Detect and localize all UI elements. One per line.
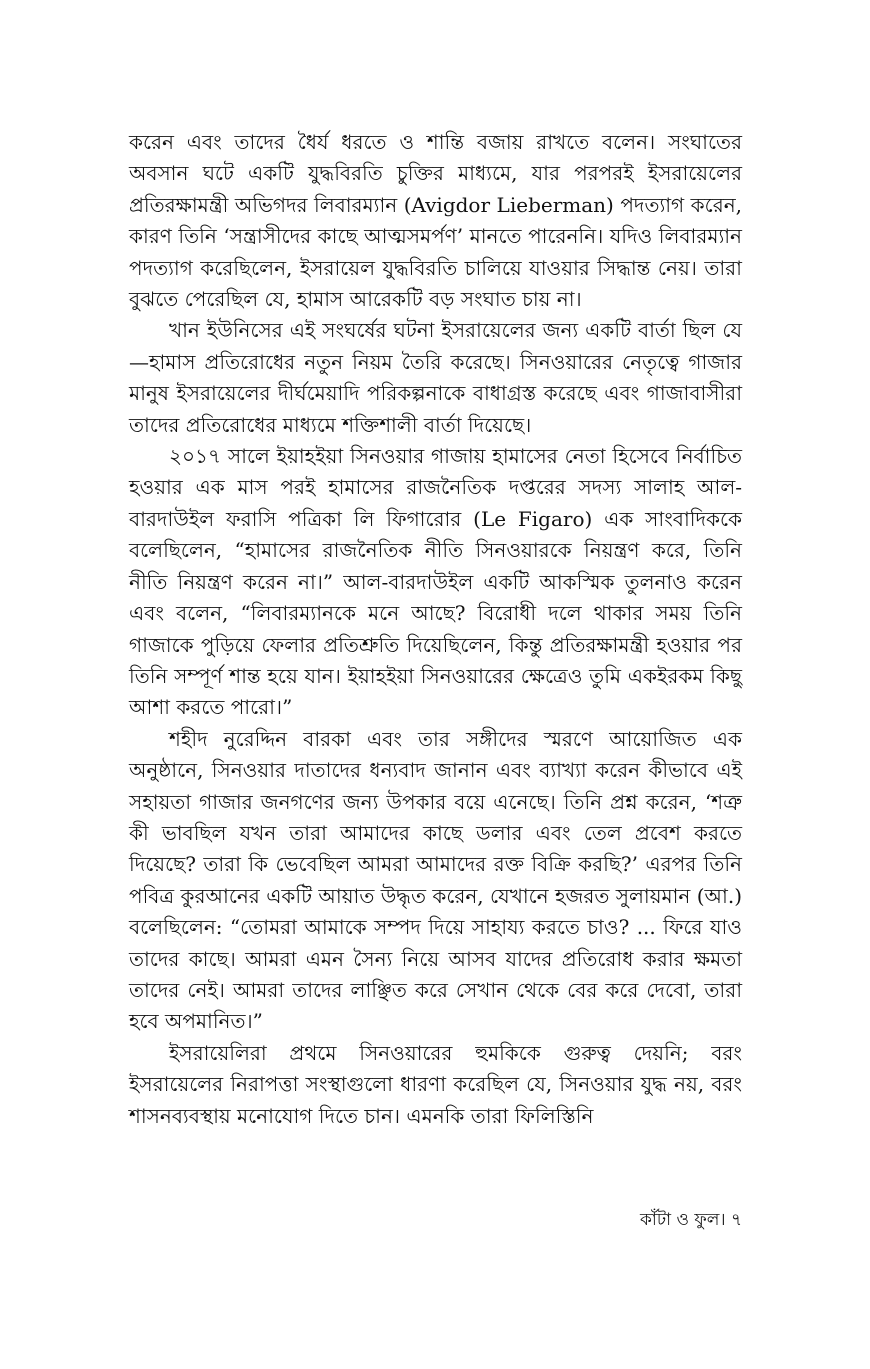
paragraph: করেন এবং তাদের ধৈর্য ধরতে ও শান্তি বজায় রাখতে বলেন। সংঘাতের অবসান ঘটে একটি যুদ্ধবিরতি চুক্তির মাধ্যমে, যার পরপরই ইসরায়েলের প্রতিরক্ষামন্ত্রী অভিগদর লিবারম্যান (Avigdor Lieberman) পদত্যাগ করেন, কারণ তিনি ‘সন্ত্রাসীদের কাছে আত্মসমর্পণ’ মানতে পারেননি। যদিও লিবারম্যান পদত্যাগ করেছিলেন, ইসরায়েল যুদ্ধবিরতি চালিয়ে যাওয়ার সিদ্ধান্ত নেয়। তারা বুঝতে পেরেছিল যে, হামাস আরেকটি বড় সংঘাত চায় না। (129, 130, 742, 312)
body-text (129, 127, 742, 1132)
paragraph: ২০১৭ সালে ইয়াহইয়া সিনওয়ার গাজায় হামাসের নেতা হিসেবে নির্বাচিত হওয়ার এক মাস পরই হামাসের রাজনৈতিক দপ্তরের সদস্য সালাহ আল-বারদাউইল ফরাসি পত্রিকা লি ফিগারোর (Le Figaro) এক সাংবাদিককে বলেছিলেন, “হামাসের রাজনৈতিক নীতি সিনওয়ারকে নিয়ন্ত্রণ করে, তিনি নীতি নিয়ন্ত্রণ করেন না।” আল-বারদাউইল একটি আকস্মিক তুলনাও করেন এবং বলেন, “লিবারম্যানকে মনে আছে? বিরোধী দলে থাকার সময় তিনি গাজাকে পুড়িয়ে ফেলার প্রতিশ্রুতি দিয়েছিলেন, কিন্তু প্রতিরক্ষামন্ত্রী হওয়ার পর তিনি সম্পূর্ণ শান্ত হয়ে যান। ইয়াহইয়া সিনওয়ারের ক্ষেত্রেও তুমি একইরকম কিছু আশা করতে পারো।” (129, 444, 742, 720)
page-footer: কাঁটা ও ফুল। ৭ (640, 1210, 742, 1230)
paragraph: ইসরায়েলিরা প্রথমে সিনওয়ারের হুমকিকে গুরুত্ব দেয়নি; বরং ইসরায়েলের নিরাপত্তা সংস্থাগুলো ধারণা করেছিল যে, সিনওয়ার যুদ্ধ নয়, বরং শাসনব্যবস্থায় মনোযোগ দিতে চান। এমনকি তারা ফিলিস্তিনি (129, 1040, 742, 1128)
paragraph: খান ইউনিসের এই সংঘর্ষের ঘটনা ইসরায়েলের জন্য একটি বার্তা ছিল যে—হামাস প্রতিরোধের নতুন নিয়ম তৈরি করেছে। সিনওয়ারের নেতৃত্বে গাজার মানুষ ইসরায়েলের দীর্ঘমেয়াদি পরিকল্পনাকে বাধাগ্রস্ত করেছে এবং গাজাবাসীরা তাদের প্রতিরোধের মাধ্যমে শক্তিশালী বার্তা দিয়েছে। (129, 318, 742, 437)
paragraph: শহীদ নুরেদ্দিন বারকা এবং তার সঙ্গীদের স্মরণে আয়োজিত এক অনুষ্ঠানে, সিনওয়ার দাতাদের ধন্যবাদ জানান এবং ব্যাখ্যা করেন কীভাবে এই সহায়তা গাজার জনগণের জন্য উপকার বয়ে এনেছে। তিনি প্রশ্ন করেন, ‘শত্রু কী ভাবছিল যখন তারা আমাদের কাছে ডলার এবং তেল প্রবেশ করতে দিয়েছে? তারা কি ভেবেছিল আমরা আমাদের রক্ত বিক্রি করছি?’ এরপর তিনি পবিত্র কুরআনের একটি আয়াত উদ্ধৃত করেন, যেখানে হজরত সুলায়মান (আ.) বলেছিলেন: “তোমরা আমাকে সম্পদ দিয়ে সাহায্য করতে চাও? ... ফিরে যাও তাদের কাছে। আমরা এমন সৈন্য নিয়ে আসব যাদের প্রতিরোধ করার ক্ষমতা তাদের নেই। আমরা তাদের লাঞ্ছিত করে সেখান থেকে বের করে দেবো, তারা হবে অপমানিত।” (129, 726, 742, 1034)
